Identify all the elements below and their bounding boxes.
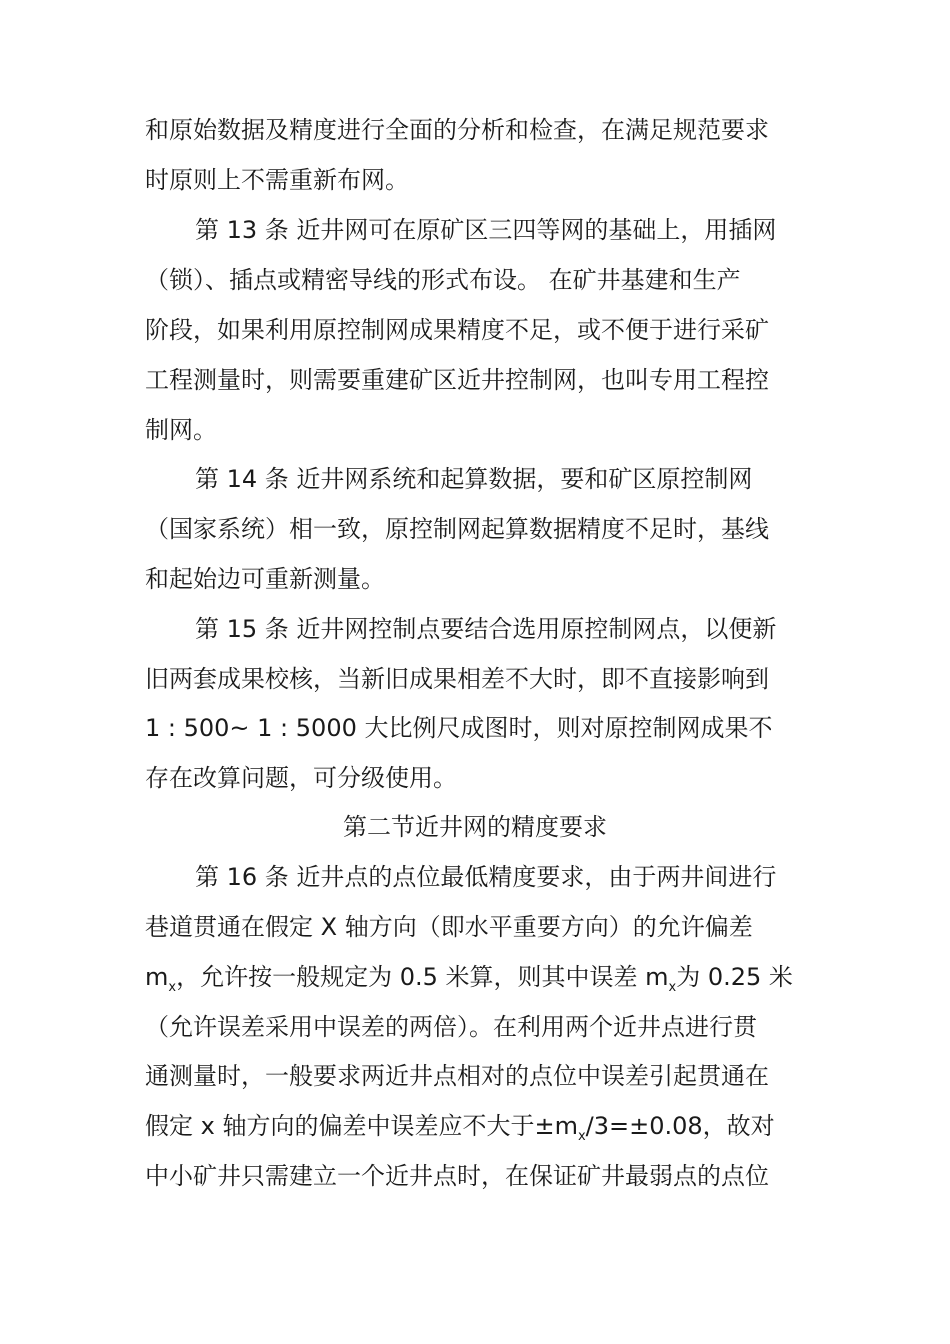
p16-line-2: 巷道贯通在假定 X 轴方向（即水平重要方向）的允许偏差 — [145, 913, 753, 941]
p14-line-3: 和起始边可重新测量。 — [145, 565, 385, 593]
p16-line-7: 中小矿井只需建立一个近井点时，在保证矿井最弱点的点位 — [145, 1162, 769, 1190]
p16-line-6-end: /3=±0.08，故对 — [585, 1112, 775, 1140]
section-heading: 第二节近井网的精度要求 — [343, 813, 607, 841]
p14-line-2: （国家系统）相一致，原控制网起算数据精度不足时，基线 — [145, 515, 769, 543]
p12-line-2: 时原则上不需重新布网。 — [145, 166, 409, 194]
p13-line-3: 阶段，如果利用原控制网成果精度不足，或不便于进行采矿 — [145, 316, 769, 344]
p15-line-3: 1 : 500~ 1 : 5000 大比例尺成图时，则对原控制网成果不 — [145, 714, 773, 742]
p15-line-2: 旧两套成果校核，当新旧成果相差不大时，即不直接影响到 — [145, 665, 769, 693]
p16-line-3-subscript-2: x — [668, 980, 677, 993]
p16-line-1: 第 16 条 近井点的点位最低精度要求，由于两井间进行 — [195, 863, 777, 891]
p13-line-2: （锁）、插点或精密导线的形式布设。 在矿井基建和生产 — [145, 266, 741, 294]
p16-line-4: （允许误差采用中误差的两倍）。在利用两个近井点进行贯 — [145, 1013, 757, 1041]
p13-line-1: 第 13 条 近井网可在原矿区三四等网的基础上，用插网 — [195, 216, 777, 244]
p16-line-3-subscript-1: x — [168, 980, 177, 993]
p13-line-4: 工程测量时，则需要重建矿区近井控制网，也叫专用工程控 — [145, 366, 769, 394]
p12-line-1: 和原始数据及精度进行全面的分析和检查，在满足规范要求 — [145, 116, 769, 144]
p16-line-3 — [145, 961, 825, 993]
p14-line-1: 第 14 条 近井网系统和起算数据，要和矿区原控制网 — [195, 465, 753, 493]
p16-line-6-start: 假定 x 轴方向的偏差中误差应不大于±m — [145, 1112, 578, 1140]
p13-line-5: 制网。 — [145, 416, 217, 444]
p16-line-5: 通测量时，一般要求两近井点相对的点位中误差引起贯通在 — [145, 1062, 769, 1090]
p16-line-3-mid: ，允许按一般规定为 0.5 米算，则其中误差 m — [176, 963, 669, 991]
p16-line-3-end: 为 0.25 米 — [676, 963, 793, 991]
p16-line-6 — [145, 1110, 825, 1142]
p15-line-4: 存在改算问题，可分级使用。 — [145, 764, 457, 792]
p16-line-3-mx: m — [145, 963, 169, 991]
p15-line-1: 第 15 条 近井网控制点要结合选用原控制网点，以便新 — [195, 615, 777, 643]
p16-line-6-subscript: x — [577, 1129, 586, 1142]
